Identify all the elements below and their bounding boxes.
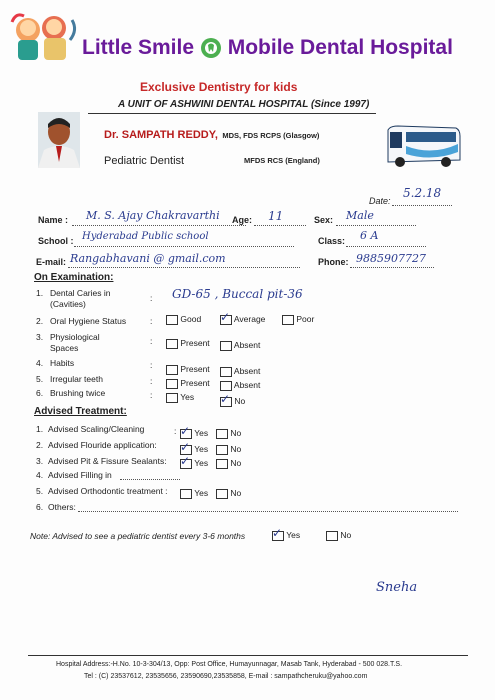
spaces-absent-checkbox[interactable] (220, 341, 232, 351)
caries-value[interactable]: GD-65 , Buccal pit-36 (172, 287, 303, 301)
header-rule (88, 113, 376, 114)
exam-label-4: Habits (50, 358, 75, 368)
scaling-no-option[interactable]: No (216, 428, 241, 439)
note-text: Note: Advised to see a pediatric dentist every 3-6 months (30, 531, 246, 541)
oral-good-option[interactable]: Good (166, 314, 201, 325)
irregular-present-option[interactable]: Present (166, 378, 210, 389)
treat-label-5: Advised Orthodontic treatment : (48, 486, 168, 496)
class-value[interactable]: 6 A (360, 229, 379, 242)
date-label: Date: (369, 196, 391, 206)
kids-logo (10, 10, 82, 65)
unit-line: A UNIT OF ASHWINI DENTAL HOSPITAL (Since 1997) (118, 99, 370, 110)
specialty: Pediatric Dentist (104, 155, 185, 167)
name-label: Name : (38, 215, 69, 225)
note-no-checkbox[interactable] (326, 531, 338, 541)
brushing-yes-checkbox[interactable] (166, 393, 178, 403)
ortho-no-option[interactable]: No (216, 488, 241, 499)
date-line (392, 205, 452, 206)
note-yes-option[interactable]: ✓ Yes (272, 525, 301, 540)
spaces-absent-option[interactable]: Absent (220, 340, 260, 351)
checkmark-icon: ✓ (180, 453, 191, 468)
footer-rule (28, 655, 468, 656)
treat-label-6: Others: (48, 502, 76, 512)
treat-num-2: 2. (36, 440, 44, 450)
mobile-bus-image (384, 122, 462, 172)
phone-label: Phone: (318, 257, 349, 267)
doctor-quals: MDS, FDS RCPS (Glasgow) (222, 131, 320, 140)
exam-num-6: 6. (36, 388, 44, 398)
exam-label-5: Irregular teeth (50, 374, 103, 384)
habits-present-checkbox[interactable] (166, 365, 178, 375)
phone-value[interactable]: 9885907727 (356, 252, 426, 265)
age-label: Age: (232, 215, 252, 225)
exam-label-3b: Spaces (50, 343, 79, 353)
flouride-no-checkbox[interactable] (216, 445, 228, 455)
checkmark-icon: ✓ (180, 423, 191, 438)
exam-label-6: Brushing twice (50, 388, 106, 398)
irregular-absent-option[interactable]: Absent (220, 380, 260, 391)
oral-average-checkbox[interactable] (220, 309, 232, 325)
oral-poor-option[interactable]: Poor (282, 314, 314, 325)
habits-present-option[interactable]: Present (166, 364, 210, 375)
irregular-present-checkbox[interactable] (166, 379, 178, 389)
name-line (72, 225, 246, 226)
exam-num-5: 5. (36, 374, 44, 384)
spaces-present-option[interactable]: Present (166, 338, 210, 349)
checkmark-icon: ✓ (180, 439, 191, 454)
note-yes-checkbox[interactable] (272, 525, 284, 541)
exam-colon-4: : (150, 360, 153, 370)
title-part2: Mobile Dental Hospital (227, 36, 453, 59)
treat-num-6: 6. (36, 502, 44, 512)
school-value[interactable]: Hyderabad Public school (82, 231, 209, 242)
age-value[interactable]: 11 (268, 209, 284, 223)
examination-heading: On Examination: (34, 272, 114, 283)
habits-absent-checkbox[interactable] (220, 367, 232, 377)
exam-num-4: 4. (36, 358, 44, 368)
treatment-heading: Advised Treatment: (34, 406, 127, 417)
ortho-yes-checkbox[interactable] (180, 489, 192, 499)
brushing-yes-option[interactable]: Yes (166, 392, 194, 403)
treat-colon-1: : (174, 426, 177, 436)
sealants-yes-option[interactable]: ✓ Yes (180, 453, 209, 468)
phone-line (350, 267, 434, 268)
name-value[interactable]: M. S. Ajay Chakravarthi (86, 209, 220, 222)
email-label: E-mail: (36, 257, 67, 267)
checkmark-icon: ✓ (220, 391, 231, 406)
brushing-no-option[interactable]: ✓ No (220, 391, 246, 406)
treat-num-4: 4. (36, 470, 44, 480)
treat-label-4: Advised Filling in (48, 470, 112, 480)
irregular-absent-checkbox[interactable] (220, 381, 232, 391)
sex-value[interactable]: Male (346, 209, 374, 222)
spaces-present-checkbox[interactable] (166, 339, 178, 349)
scaling-yes-checkbox[interactable] (180, 423, 192, 439)
exam-label-1a: Dental Caries in (50, 288, 111, 298)
class-label: Class: (318, 236, 346, 246)
note-no-option[interactable]: No (326, 530, 351, 541)
others-line (78, 511, 458, 512)
brushing-no-checkbox[interactable] (220, 391, 232, 407)
exam-colon-2: : (150, 316, 153, 326)
email-line (68, 267, 300, 268)
treat-label-3: Advised Pit & Fissure Sealants: (48, 456, 167, 466)
filling-line (120, 479, 180, 480)
exam-num-3: 3. (36, 332, 44, 342)
doctor-name-line (104, 125, 319, 143)
sealants-yes-checkbox[interactable] (180, 453, 192, 469)
doctor-quals2: MFDS RCS (England) (244, 156, 320, 165)
exam-label-3a: Physiological (50, 332, 100, 342)
habits-absent-option[interactable]: Absent (220, 366, 260, 377)
date-value: 5.2.18 (403, 186, 442, 200)
sealants-no-option[interactable]: No (216, 458, 241, 469)
signature: Sneha (376, 580, 418, 595)
oral-poor-checkbox[interactable] (282, 315, 294, 325)
exam-label-2: Oral Hygiene Status (50, 316, 127, 326)
oral-average-option[interactable]: ✓ Average (220, 309, 266, 324)
exam-num-2: 2. (36, 316, 44, 326)
flouride-no-option[interactable]: No (216, 444, 241, 455)
exam-label-1b: (Cavities) (50, 299, 86, 309)
sex-line (336, 225, 416, 226)
exam-colon-5: : (150, 376, 153, 386)
school-label: School : (38, 236, 74, 246)
school-line (74, 246, 294, 247)
exam-colon-1: : (150, 293, 153, 303)
exam-item-1 (36, 288, 43, 298)
checkmark-icon: ✓ (220, 309, 231, 324)
sealants-no-checkbox[interactable] (216, 459, 228, 469)
exam-colon-6: : (150, 390, 153, 400)
doctor-photo (38, 112, 80, 168)
treat-num-5: 5. (36, 486, 44, 496)
sex-label: Sex: (314, 215, 334, 225)
scaling-no-checkbox[interactable] (216, 429, 228, 439)
footer-contact: Tel : (C) 23537612, 23535656, 23590690,23535858, E-mail : sampathcheruku@yahoo.com (84, 673, 368, 680)
ortho-yes-option[interactable]: Yes (180, 488, 208, 499)
age-line (254, 225, 306, 226)
doctor-name: Dr. SAMPATH REDDY, (104, 129, 218, 141)
exam-colon-3: : (150, 336, 153, 346)
exam-num: 1. (36, 288, 44, 298)
ortho-no-checkbox[interactable] (216, 489, 228, 499)
hospital-title (82, 36, 453, 60)
scaling-yes-option[interactable]: ✓ Yes (180, 423, 209, 438)
treat-num-3: 3. (36, 456, 44, 466)
footer-address: Hospital Address:-H.No. 10-3-304/13, Opp: Post Office, Humayunnagar, Masab Tank, Hyderabad - 500 028.T.S. (56, 661, 403, 668)
treat-num-1: 1. (36, 424, 44, 434)
flouride-yes-option[interactable]: ✓ Yes (180, 439, 209, 454)
class-line (346, 246, 426, 247)
treat-label-1: Advised Scaling/Cleaning (48, 424, 145, 434)
treat-label-2: Advised Flouride application: (48, 440, 157, 450)
tooth-globe-icon (200, 37, 222, 59)
email-value[interactable]: Rangabhavani @ gmail.com (70, 252, 226, 265)
checkmark-icon: ✓ (272, 525, 283, 540)
title-part1: Little Smile (82, 36, 195, 59)
oral-good-checkbox[interactable] (166, 315, 178, 325)
tagline: Exclusive Dentistry for kids (140, 80, 298, 94)
